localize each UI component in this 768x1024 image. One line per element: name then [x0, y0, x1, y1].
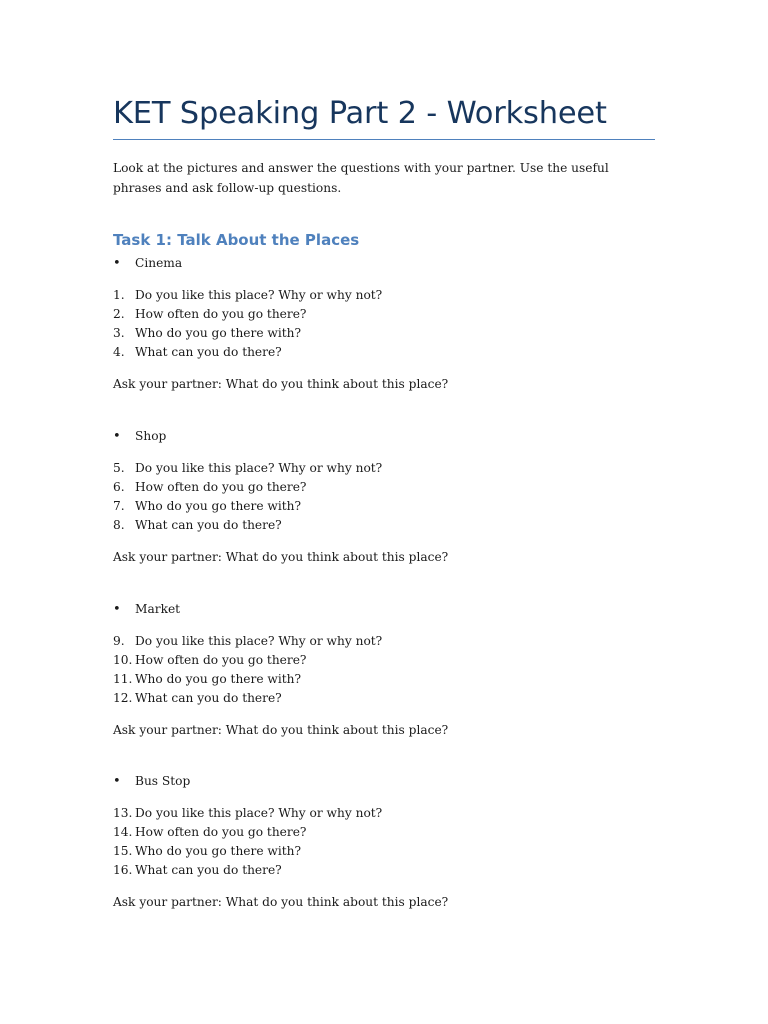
- document-title: KET Speaking Part 2 - Worksheet: [113, 96, 607, 131]
- question-text: How often do you go there?: [135, 480, 307, 494]
- place-section: [113, 254, 655, 394]
- question-item: [113, 286, 655, 305]
- question-text: What can you do there?: [135, 691, 282, 705]
- question-text: Do you like this place? Why or why not?: [135, 288, 383, 302]
- question-text: Do you like this place? Why or why not?: [135, 806, 383, 820]
- question-number: 16.: [113, 863, 133, 877]
- question-text: How often do you go there?: [135, 307, 307, 321]
- question-text: How often do you go there?: [135, 653, 307, 667]
- question-list: [113, 459, 655, 535]
- question-item: [113, 459, 655, 478]
- question-number: 14.: [113, 825, 133, 839]
- question-text: Who do you go there with?: [135, 672, 302, 686]
- question-number: 15.: [113, 844, 133, 858]
- bullet-icon: •: [113, 602, 121, 617]
- question-text: What can you do there?: [135, 863, 282, 877]
- question-item: [113, 842, 655, 861]
- question-list: [113, 286, 655, 362]
- ask-partner-prompt: Ask your partner: What do you think about this place?: [113, 723, 449, 737]
- bullet-icon: •: [113, 256, 121, 271]
- place-bullet-item: [113, 427, 655, 446]
- ask-partner-prompt: Ask your partner: What do you think about this place?: [113, 377, 449, 391]
- question-item: [113, 632, 655, 651]
- question-number: 13.: [113, 806, 133, 820]
- question-text: Who do you go there with?: [135, 326, 302, 340]
- question-text: What can you do there?: [135, 518, 282, 532]
- place-section: [113, 427, 655, 567]
- question-item: [113, 689, 655, 708]
- question-list: [113, 632, 655, 708]
- question-text: How often do you go there?: [135, 825, 307, 839]
- ask-partner-prompt: Ask your partner: What do you think about this place?: [113, 550, 449, 564]
- question-item: [113, 324, 655, 343]
- question-item: [113, 804, 655, 823]
- question-text: Who do you go there with?: [135, 499, 302, 513]
- place-section: [113, 600, 655, 740]
- question-text: Do you like this place? Why or why not?: [135, 461, 383, 475]
- question-text: Who do you go there with?: [135, 844, 302, 858]
- question-number: 6.: [113, 480, 125, 494]
- place-name: Shop: [135, 429, 167, 443]
- question-item: [113, 651, 655, 670]
- question-item: [113, 478, 655, 497]
- question-number: 4.: [113, 345, 125, 359]
- question-number: 1.: [113, 288, 125, 302]
- question-item: [113, 670, 655, 689]
- question-number: 5.: [113, 461, 125, 475]
- question-item: [113, 861, 655, 880]
- question-item: [113, 343, 655, 362]
- bullet-icon: •: [113, 429, 121, 444]
- task-heading: Task 1: Talk About the Places: [113, 231, 360, 249]
- question-list: [113, 804, 655, 880]
- question-item: [113, 823, 655, 842]
- place-name: Bus Stop: [135, 774, 191, 788]
- place-section: [113, 772, 655, 912]
- question-text: What can you do there?: [135, 345, 282, 359]
- place-bullet-item: [113, 772, 655, 791]
- question-item: [113, 516, 655, 535]
- question-number: 11.: [113, 672, 133, 686]
- question-text: Do you like this place? Why or why not?: [135, 634, 383, 648]
- question-number: 12.: [113, 691, 133, 705]
- question-number: 3.: [113, 326, 125, 340]
- question-number: 10.: [113, 653, 133, 667]
- question-number: 9.: [113, 634, 125, 648]
- title-underline-divider: [113, 139, 655, 140]
- place-bullet-item: [113, 600, 655, 619]
- bullet-icon: •: [113, 774, 121, 789]
- question-number: 7.: [113, 499, 125, 513]
- question-item: [113, 497, 655, 516]
- question-item: [113, 305, 655, 324]
- intro-paragraph: Look at the pictures and answer the questions with your partner. Use the useful phrases and ask follow-up questions.: [113, 161, 609, 195]
- place-name: Cinema: [135, 256, 183, 270]
- question-number: 8.: [113, 518, 125, 532]
- place-name: Market: [135, 602, 181, 616]
- ask-partner-prompt: Ask your partner: What do you think about this place?: [113, 895, 449, 909]
- question-number: 2.: [113, 307, 125, 321]
- place-bullet-item: [113, 254, 655, 273]
